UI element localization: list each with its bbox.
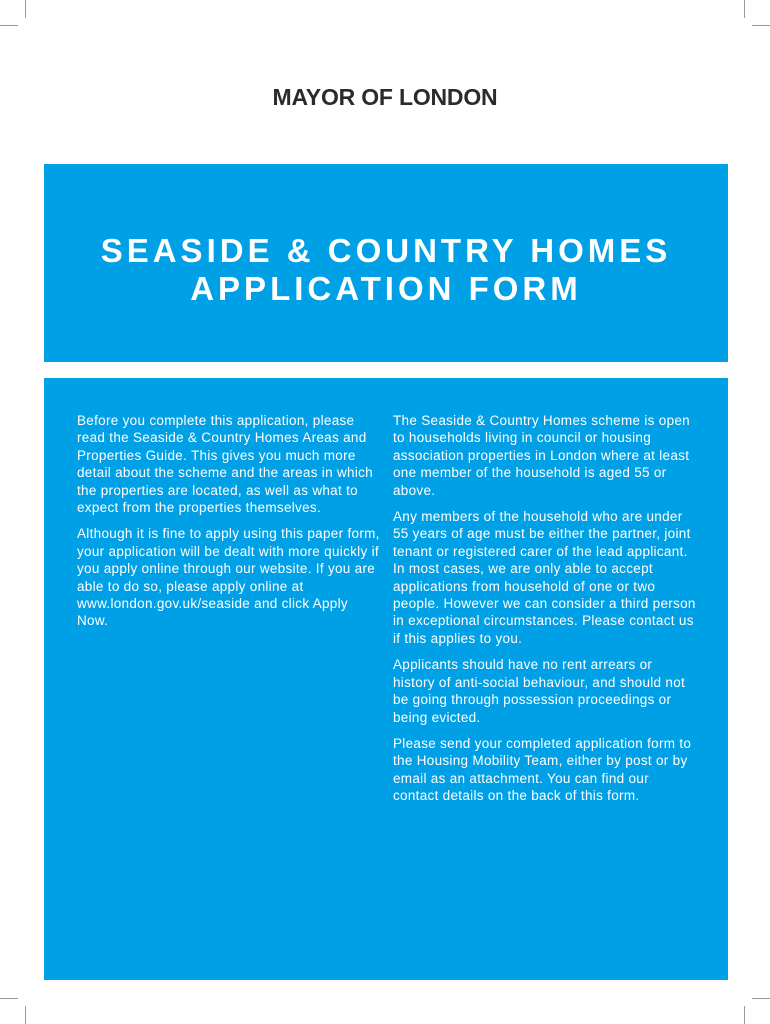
crop-mark-top-left-horizontal	[0, 25, 18, 26]
paragraph: Any members of the household who are under 55 years of age must be either the partner, joint tenant or registered carer of the lead applicant. In most cases, we are only able to accept applications from household of one or two people. However we can consider a third person in exceptional circumstances. Please contact us if this applies to you.	[393, 509, 696, 646]
paragraph: Applicants should have no rent arrears or history of anti-social behaviour, and should not be going through possession proceedings or being evicted.	[393, 657, 686, 725]
page-title	[44, 232, 728, 308]
mayor-of-london-logo: MAYOR OF LONDON	[272, 84, 498, 110]
crop-mark-bottom-left-vertical	[25, 1006, 26, 1024]
crop-mark-top-left-vertical	[25, 0, 26, 18]
crop-mark-bottom-right-vertical	[744, 1006, 745, 1024]
paragraph: Although it is fine to apply using this paper form, your application will be dealt with more quickly if you apply online through our website. If you are able to do so, please apply online at www.london.gov.uk/seaside and click Apply Now.	[77, 526, 380, 629]
paragraph: Please send your completed application form to the Housing Mobility Team, either by post or by email as an attachment. You can find our contact details on the back of this form.	[393, 735, 692, 804]
paragraph: Before you complete this application, please read the Seaside & Country Homes Areas and Properties Guide. This gives you much more detail about the scheme and the areas in which the properties are located, as well as what to expect from the properties themselves.	[77, 413, 373, 516]
crop-mark-bottom-left-horizontal	[0, 998, 18, 999]
left-column	[77, 412, 382, 639]
title-panel	[44, 164, 728, 362]
crop-mark-top-right-vertical	[744, 0, 745, 18]
title-line-2: APPLICATION FORM	[190, 270, 582, 307]
title-line-1: SEASIDE & COUNTRY HOMES	[100, 232, 672, 269]
intro-panel	[44, 378, 728, 980]
right-column	[393, 412, 698, 814]
crop-mark-top-right-horizontal	[752, 25, 770, 26]
paragraph: The Seaside & Country Homes scheme is open to households living in council or housing association properties in London where at least one member of the household is aged 55 or above.	[393, 413, 690, 498]
crop-mark-bottom-right-horizontal	[752, 998, 770, 999]
